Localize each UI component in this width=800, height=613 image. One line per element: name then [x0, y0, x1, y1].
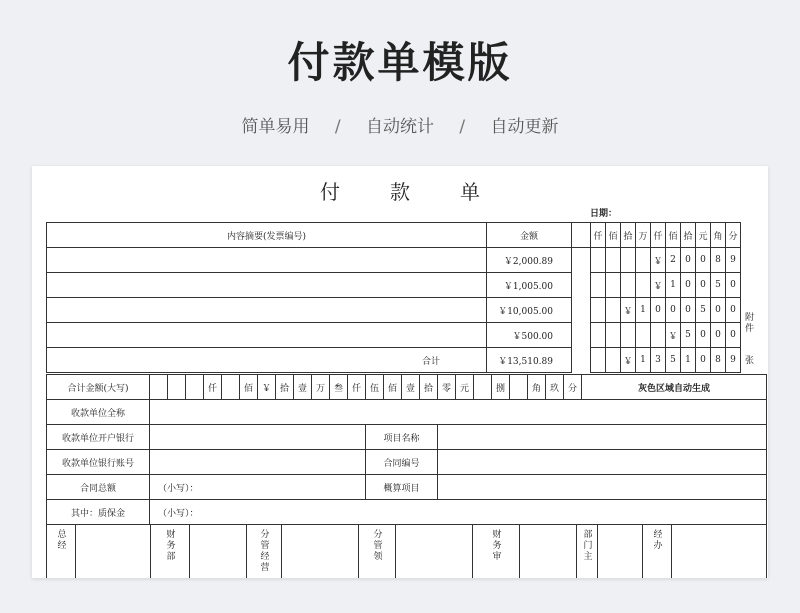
digit-cell: 5 — [666, 348, 681, 373]
amount-cell[interactable]: ￥2,000.89 — [487, 248, 572, 273]
uppercase-cell: 佰 — [384, 375, 402, 400]
digit-cell — [591, 248, 606, 273]
digit-header: 佰 — [666, 223, 681, 248]
spacer-cell — [572, 298, 591, 323]
table-row — [47, 248, 741, 273]
uppercase-cell: 玖 — [546, 375, 564, 400]
uppercase-cell: 壹 — [402, 375, 420, 400]
payee-account-label: 收款单位银行账号 — [47, 450, 150, 475]
digit-cell — [621, 273, 636, 298]
uppercase-cell — [186, 375, 204, 400]
digit-cell: 9 — [726, 248, 741, 273]
uppercase-cell: 仟 — [204, 375, 222, 400]
digit-header: 仟 — [591, 223, 606, 248]
payee-name-field[interactable] — [150, 400, 767, 425]
contract-no-field[interactable] — [438, 450, 767, 475]
digit-header: 拾 — [681, 223, 696, 248]
uppercase-cell: 拾 — [420, 375, 438, 400]
digit-header: 角 — [711, 223, 726, 248]
digit-cell: 3 — [651, 348, 666, 373]
contract-total-field[interactable]: （小写）： — [150, 475, 366, 500]
description-cell[interactable] — [47, 298, 487, 323]
digit-cell: 0 — [726, 273, 741, 298]
spacer-cell — [572, 248, 591, 273]
digit-cell: 0 — [681, 298, 696, 323]
table-row — [47, 273, 741, 298]
payee-account-row — [47, 450, 767, 475]
digit-cell: 0 — [726, 298, 741, 323]
contract-total-label: 合同总额 — [47, 475, 150, 500]
tag-auto-stats: 自动统计 — [366, 117, 434, 137]
digit-cell — [606, 273, 621, 298]
digit-cell: 2 — [666, 248, 681, 273]
deposit-label: 其中：质保金 — [47, 500, 150, 525]
attachment-label: 张 — [745, 356, 755, 366]
uppercase-cell — [168, 375, 186, 400]
signature-label: 分管经营 — [247, 525, 282, 578]
digit-cell: 0 — [726, 323, 741, 348]
uppercase-cell: 佰 — [240, 375, 258, 400]
digit-cell — [621, 323, 636, 348]
tag-auto-update: 自动更新 — [490, 117, 559, 137]
payee-name-row — [47, 400, 767, 425]
digit-cell — [606, 323, 621, 348]
digit-cell: ￥ — [666, 323, 681, 348]
digit-cell: 0 — [711, 323, 726, 348]
digit-cell — [606, 248, 621, 273]
date-label: 日期： — [590, 209, 618, 219]
uppercase-cell: 叁 — [330, 375, 348, 400]
payee-info-table — [46, 374, 767, 578]
signature-area — [47, 525, 767, 579]
signature-field[interactable] — [598, 525, 643, 578]
project-name-label: 项目名称 — [366, 425, 438, 450]
signature-label: 财务部 — [151, 525, 190, 578]
digit-cell: 0 — [681, 273, 696, 298]
project-name-field[interactable] — [438, 425, 767, 450]
signature-label: 分管领 — [359, 525, 396, 578]
uppercase-cell: 角 — [528, 375, 546, 400]
digit-header: 万 — [636, 223, 651, 248]
digit-cell — [621, 248, 636, 273]
uppercase-cell: 伍 — [366, 375, 384, 400]
tag-separator: / — [334, 117, 341, 137]
digit-cell: 0 — [651, 298, 666, 323]
digit-cell: 0 — [696, 323, 711, 348]
total-amount: ￥13,510.89 — [487, 348, 572, 373]
uppercase-cell: 零 — [438, 375, 456, 400]
signature-field[interactable] — [396, 525, 473, 578]
digit-cell: 1 — [681, 348, 696, 373]
table-row — [47, 323, 741, 348]
signature-label: 财务审 — [473, 525, 520, 578]
spacer-cell — [572, 273, 591, 298]
feature-tags — [0, 112, 800, 137]
uppercase-cell: 万 — [312, 375, 330, 400]
spacer-cell — [572, 223, 591, 248]
amount-table — [46, 222, 741, 373]
digit-cell: 5 — [696, 298, 711, 323]
table-header-row — [47, 223, 741, 248]
uppercase-cell: 分 — [564, 375, 582, 400]
digit-cell: 0 — [681, 248, 696, 273]
digit-header: 元 — [696, 223, 711, 248]
signature-row — [47, 525, 767, 579]
uppercase-cell — [510, 375, 528, 400]
digit-cell: 1 — [666, 273, 681, 298]
table-row — [47, 298, 741, 323]
uppercase-cell: 拾 — [276, 375, 294, 400]
digit-cell: 0 — [666, 298, 681, 323]
attachment-label: 件 — [745, 324, 755, 334]
signature-field[interactable] — [282, 525, 359, 578]
description-cell[interactable] — [47, 323, 487, 348]
payee-bank-field[interactable] — [150, 425, 366, 450]
description-cell[interactable] — [47, 248, 487, 273]
uppercase-cell: 仟 — [348, 375, 366, 400]
budget-item-field[interactable] — [438, 475, 767, 500]
digit-cell: 8 — [711, 248, 726, 273]
payee-bank-row — [47, 425, 767, 450]
digit-cell: ￥ — [621, 298, 636, 323]
digit-header: 佰 — [606, 223, 621, 248]
document-title: 付款单 — [320, 180, 530, 204]
digit-cell: 0 — [711, 298, 726, 323]
uppercase-cell: 壹 — [294, 375, 312, 400]
digit-cell: 9 — [726, 348, 741, 373]
digit-cell: ￥ — [621, 348, 636, 373]
payment-form-sheet — [32, 166, 768, 578]
digit-cell — [636, 248, 651, 273]
contract-total-row — [47, 475, 767, 500]
digit-cell — [651, 323, 666, 348]
tag-simple: 简单易用 — [241, 117, 310, 137]
deposit-field[interactable]: （小写）： — [150, 500, 767, 525]
payee-account-field[interactable] — [150, 450, 366, 475]
digit-cell — [591, 323, 606, 348]
amount-cell[interactable]: ￥500.00 — [487, 323, 572, 348]
payee-name-label: 收款单位全称 — [47, 400, 150, 425]
signature-field[interactable] — [672, 525, 767, 578]
page-title: 付款单模版 — [287, 38, 513, 87]
uppercase-cell: 捌 — [492, 375, 510, 400]
signature-grid — [47, 525, 766, 578]
amount-cell[interactable]: ￥10,005.00 — [487, 298, 572, 323]
digit-cell: ￥ — [651, 248, 666, 273]
digit-cell: ￥ — [651, 273, 666, 298]
digit-cell: 0 — [696, 248, 711, 273]
total-label: 合计 — [47, 348, 487, 373]
signature-label: 总经 — [47, 525, 76, 578]
auto-generate-note: 灰色区域自动生成 — [582, 375, 767, 400]
digit-cell — [591, 348, 606, 373]
amount-cell[interactable]: ￥1,005.00 — [487, 273, 572, 298]
digit-cell: 0 — [696, 348, 711, 373]
budget-item-label: 概算项目 — [366, 475, 438, 500]
digit-cell: 0 — [696, 273, 711, 298]
uppercase-cell — [150, 375, 168, 400]
description-header: 内容摘要(发票编号) — [47, 223, 487, 248]
description-cell[interactable] — [47, 273, 487, 298]
digit-cell — [636, 323, 651, 348]
digit-cell — [606, 348, 621, 373]
spacer-cell — [572, 323, 591, 348]
digit-cell: 5 — [681, 323, 696, 348]
digit-cell — [636, 273, 651, 298]
total-row — [47, 348, 741, 373]
uppercase-total-row — [47, 375, 767, 400]
digit-header: 分 — [726, 223, 741, 248]
signature-field[interactable] — [520, 525, 577, 578]
digit-cell: 8 — [711, 348, 726, 373]
uppercase-cell: 元 — [456, 375, 474, 400]
uppercase-cell — [474, 375, 492, 400]
uppercase-cell: ￥ — [258, 375, 276, 400]
digit-cell — [591, 273, 606, 298]
spacer-cell — [572, 348, 591, 373]
digit-cell: 1 — [636, 348, 651, 373]
digit-cell — [591, 298, 606, 323]
signature-label: 部门主 — [577, 525, 598, 578]
deposit-row — [47, 500, 767, 525]
digit-cell: 1 — [636, 298, 651, 323]
attachment-label: 附 — [745, 313, 755, 323]
amount-header: 金额 — [487, 223, 572, 248]
signature-field[interactable] — [190, 525, 247, 578]
signature-label: 经办 — [643, 525, 672, 578]
payee-bank-label: 收款单位开户银行 — [47, 425, 150, 450]
signature-field[interactable] — [76, 525, 151, 578]
contract-no-label: 合同编号 — [366, 450, 438, 475]
uppercase-total-label: 合计金额(大写) — [47, 375, 150, 400]
digit-header: 仟 — [651, 223, 666, 248]
tag-separator: / — [459, 117, 466, 137]
digit-cell: 5 — [711, 273, 726, 298]
digit-cell — [606, 298, 621, 323]
uppercase-cell — [222, 375, 240, 400]
digit-header: 拾 — [621, 223, 636, 248]
